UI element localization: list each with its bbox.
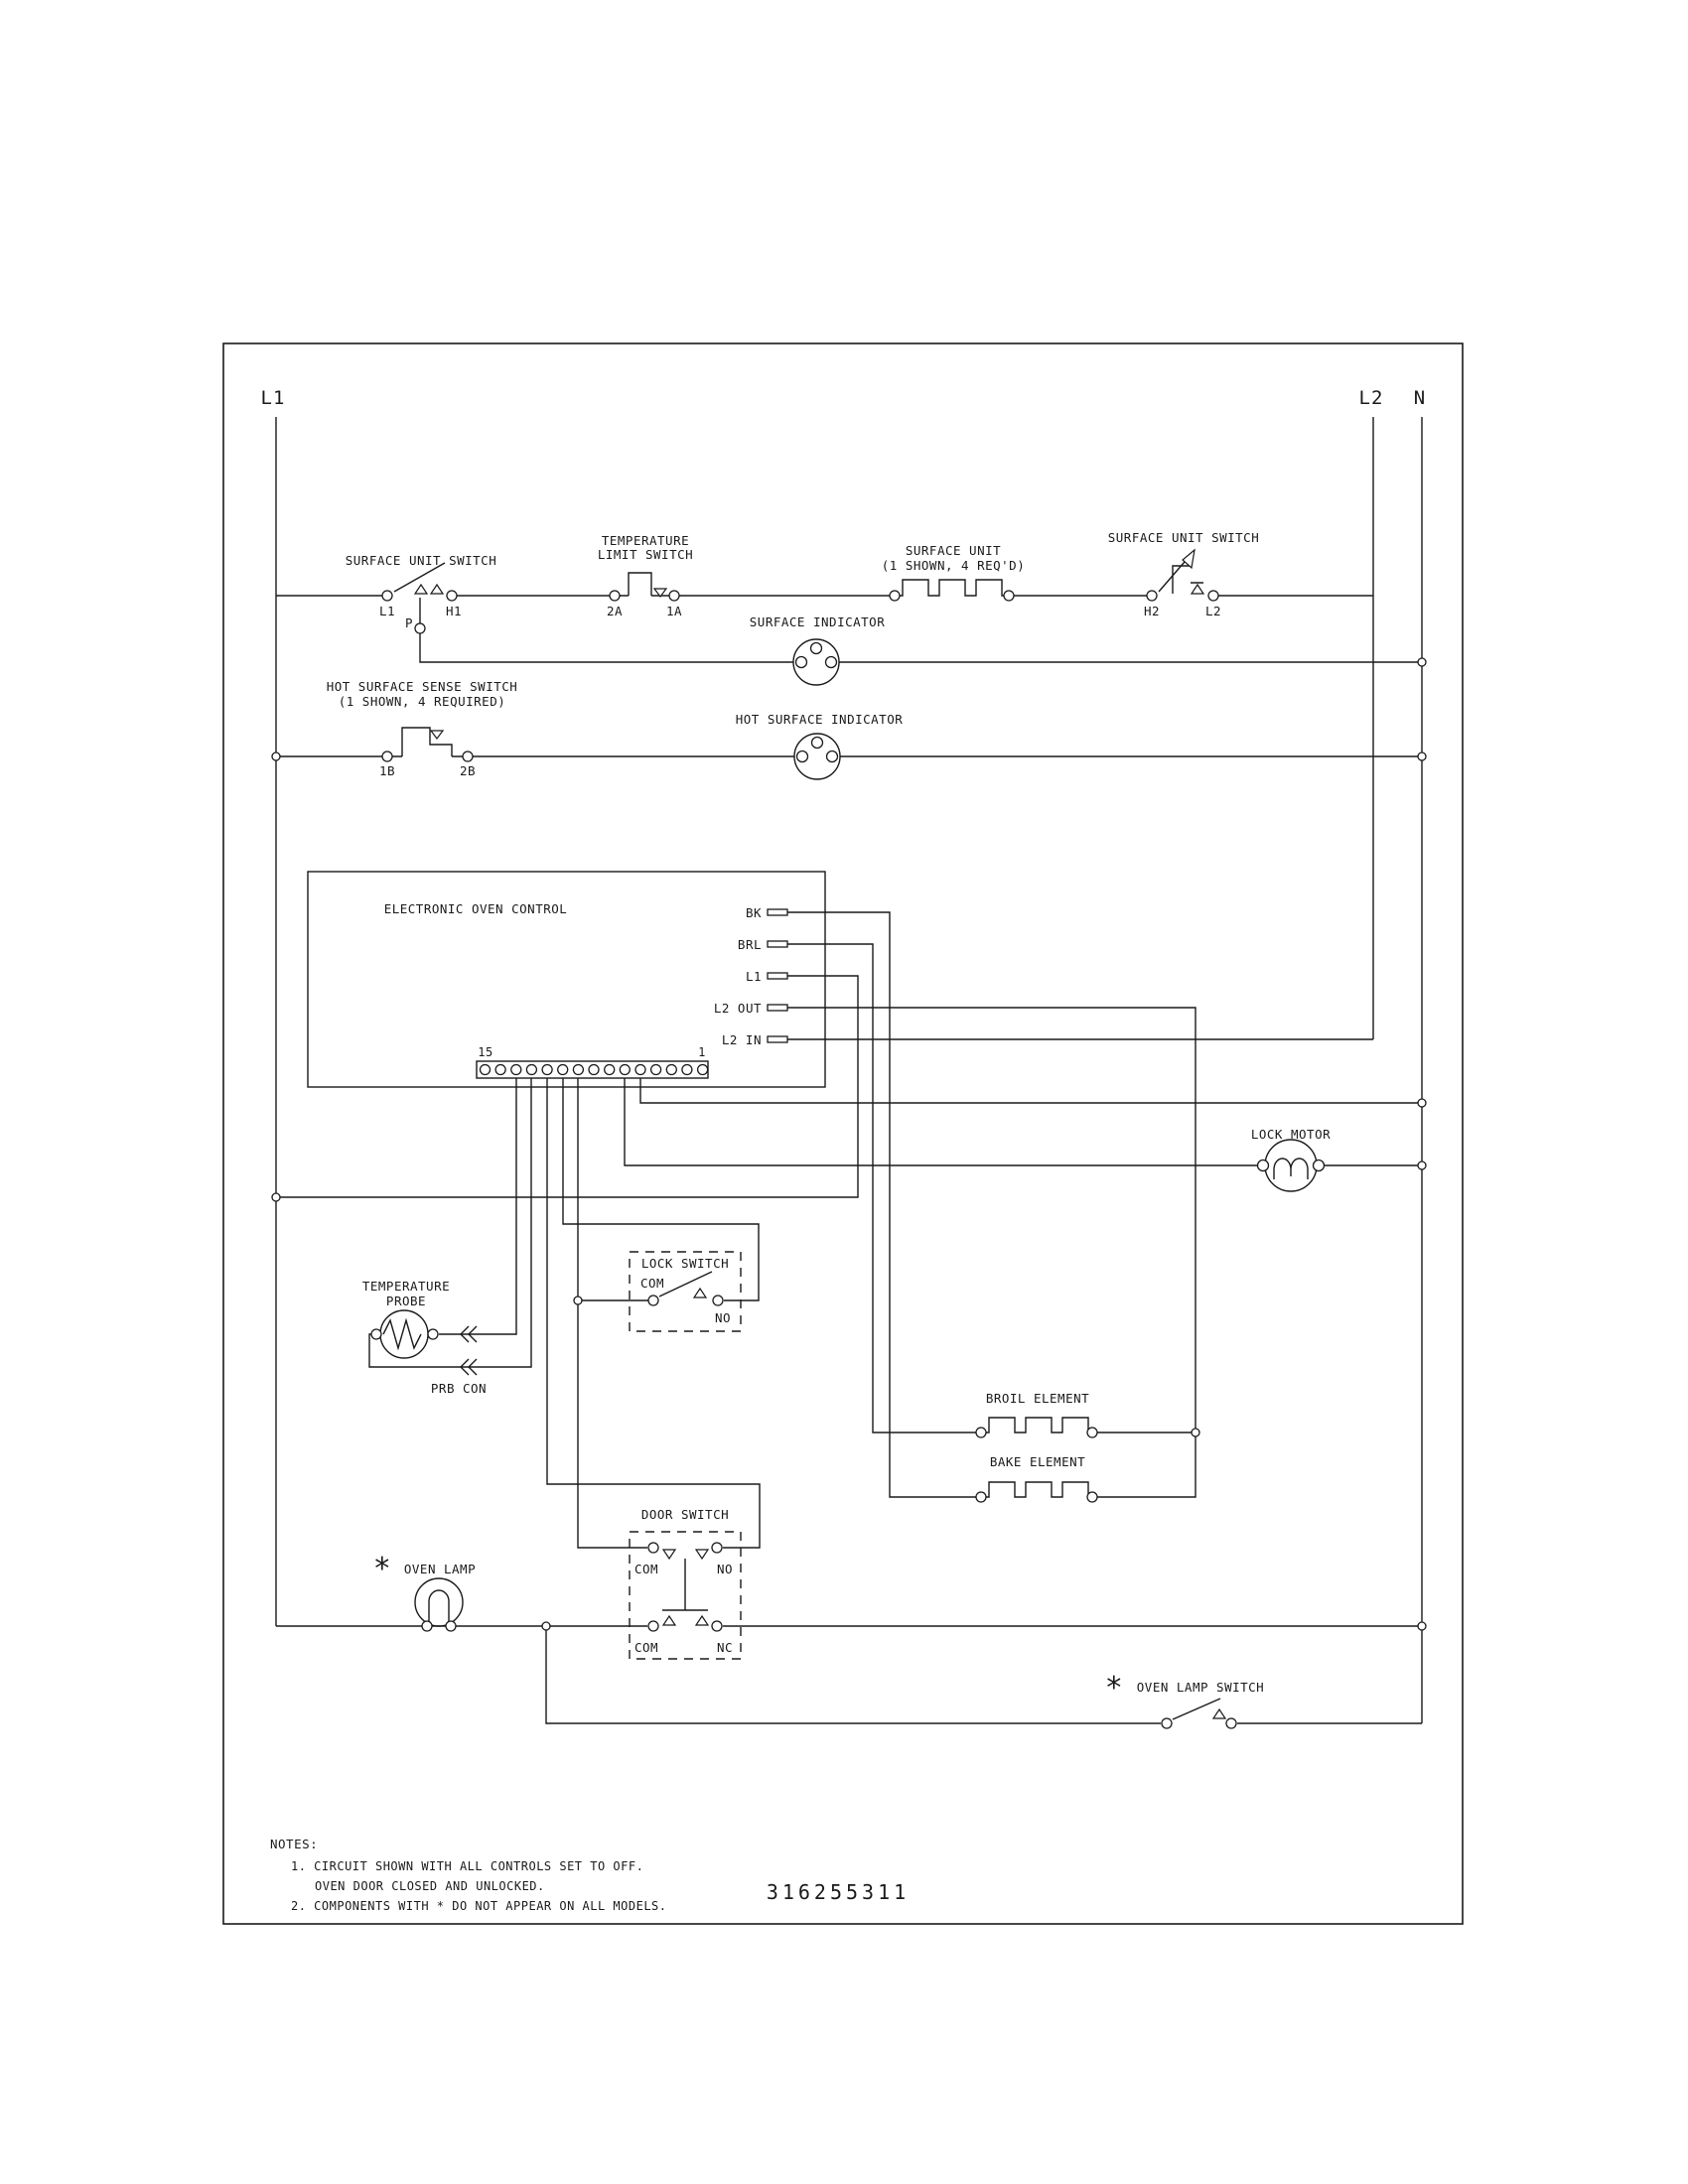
wire-neutral-feed	[640, 1078, 1418, 1103]
oven-lamp-switch-star: *	[1104, 1671, 1124, 1706]
wire-bake-right	[1097, 1436, 1196, 1497]
wire-bk	[787, 912, 976, 1497]
component-terminals	[371, 591, 1325, 1728]
contact-marker	[696, 1616, 708, 1625]
hot-surface-sense-title1: HOT SURFACE SENSE SWITCH	[326, 679, 518, 694]
hot-surface-line	[280, 728, 1418, 756]
broil-element-coil	[986, 1418, 1088, 1433]
eoc-terminal-bk: BK	[745, 905, 762, 920]
bake-element-coil	[986, 1482, 1088, 1497]
note-1-line-1: 1. CIRCUIT SHOWN WITH ALL CONTROLS SET TO OFF.	[291, 1859, 644, 1873]
terminal-label-1b: 1B	[378, 763, 396, 778]
surface-unit-element	[900, 580, 1004, 596]
lamp-contact	[811, 643, 822, 654]
door-switch-upper-com-label: COM	[633, 1562, 659, 1576]
contact-marker	[431, 731, 443, 739]
lamp-contact	[812, 738, 823, 749]
probe-resistor	[383, 1320, 421, 1348]
temperature-limit-switch-title1: TEMPERATURE	[601, 533, 690, 548]
terminal-label-2b: 2B	[459, 763, 477, 778]
terminal-label-h1: H1	[445, 604, 463, 618]
n-rail-label: N	[1413, 387, 1427, 409]
junction-nodes	[272, 658, 1426, 1630]
oven-lamp-switch-blade	[1173, 1699, 1220, 1719]
surface-unit-switch-right-title: SURFACE UNIT SWITCH	[1107, 530, 1260, 545]
wire-probe-lower	[369, 1078, 531, 1367]
wire-brl	[787, 944, 976, 1433]
lamp-contact	[827, 751, 838, 762]
note-1-line-2: OVEN DOOR CLOSED AND UNLOCKED.	[315, 1879, 545, 1893]
oven-lamp-switch-title: OVEN LAMP SWITCH	[1136, 1680, 1265, 1695]
contact-marker	[415, 585, 427, 594]
wire-l2-out	[787, 1008, 1196, 1429]
contact-marker	[694, 1289, 706, 1297]
wire-lock-door-com	[578, 1078, 647, 1548]
surface-unit-title1: SURFACE UNIT	[905, 543, 1002, 558]
prb-con-label: PRB CON	[430, 1381, 488, 1396]
contact-marker	[1192, 585, 1203, 594]
contact-marker	[663, 1550, 675, 1559]
broil-element-title: BROIL ELEMENT	[985, 1391, 1090, 1406]
lock-switch-no-label: NO	[714, 1310, 732, 1325]
eoc-terminal-pins	[481, 1065, 708, 1075]
hot-surface-indicator-title: HOT SURFACE INDICATOR	[735, 712, 904, 727]
door-switch-title: DOOR SWITCH	[640, 1507, 730, 1522]
terminal-label-h2: H2	[1143, 604, 1161, 618]
terminal-label-1a: 1A	[665, 604, 683, 618]
wire-lock-motor-feed	[625, 1078, 1257, 1165]
door-switch-plunger	[662, 1559, 708, 1610]
lamp-contact	[826, 657, 837, 668]
bake-element-title: BAKE ELEMENT	[989, 1454, 1086, 1469]
temperature-limit-switch-title2: LIMIT SWITCH	[597, 547, 694, 562]
lock-motor-title: LOCK MOTOR	[1250, 1127, 1332, 1142]
contact-marker	[431, 585, 443, 594]
contact-marker	[1213, 1709, 1225, 1718]
wire-probe-upper	[439, 1078, 516, 1334]
part-number: 316255311	[766, 1880, 911, 1904]
lock-motor-winding	[1274, 1159, 1308, 1179]
oven-lamp-title: OVEN LAMP	[403, 1562, 477, 1576]
contact-marker	[696, 1550, 708, 1559]
lock-switch-title: LOCK SWITCH	[640, 1256, 730, 1271]
lamp-contact	[796, 657, 807, 668]
oven-lamp-filament	[429, 1590, 449, 1626]
lock-switch-com-label: COM	[639, 1276, 665, 1291]
notes-title: NOTES:	[270, 1837, 319, 1851]
terminal-label-2a: 2A	[606, 604, 624, 618]
door-switch-lower-com-label: COM	[633, 1640, 659, 1655]
eoc-output-terminals	[768, 909, 787, 1042]
terminal-label-p: P	[404, 615, 413, 630]
terminal-label-l2: L2	[1204, 604, 1222, 618]
eoc-terminal-l2-in: L2 IN	[721, 1032, 762, 1047]
contact-marker	[663, 1616, 675, 1625]
eoc-pin15-label: 15	[478, 1045, 493, 1059]
lamp-contact	[797, 751, 808, 762]
lock-switch-blade	[659, 1272, 712, 1297]
temperature-probe-title1: TEMPERATURE	[361, 1279, 451, 1294]
door-switch-lower-nc-label: NC	[716, 1640, 734, 1655]
door-switch-upper-no-label: NO	[716, 1562, 734, 1576]
oven-lamp-symbol	[415, 1578, 463, 1626]
eoc-terminal-l2-out: L2 OUT	[713, 1001, 762, 1016]
eoc-pin1-label: 1	[698, 1045, 706, 1059]
surface-unit-title2: (1 SHOWN, 4 REQ'D)	[881, 558, 1026, 573]
surface-indicator-title: SURFACE INDICATOR	[749, 614, 886, 629]
eoc-title: ELECTRONIC OVEN CONTROL	[383, 901, 568, 916]
eoc-terminal-brl: BRL	[737, 937, 762, 952]
l1-rail-label: L1	[260, 387, 286, 409]
l2-rail-label: L2	[1358, 387, 1384, 409]
oven-lamp-star: *	[372, 1552, 392, 1586]
surface-unit-switch-left-title: SURFACE UNIT SWITCH	[345, 553, 497, 568]
hot-surface-sense-title2: (1 SHOWN, 4 REQUIRED)	[338, 694, 506, 709]
terminal-label-l1: L1	[378, 604, 396, 618]
temperature-probe-title2: PROBE	[385, 1294, 427, 1308]
note-2: 2. COMPONENTS WITH * DO NOT APPEAR ON ALL MODELS.	[291, 1899, 667, 1913]
eoc-terminal-l1: L1	[745, 969, 762, 984]
